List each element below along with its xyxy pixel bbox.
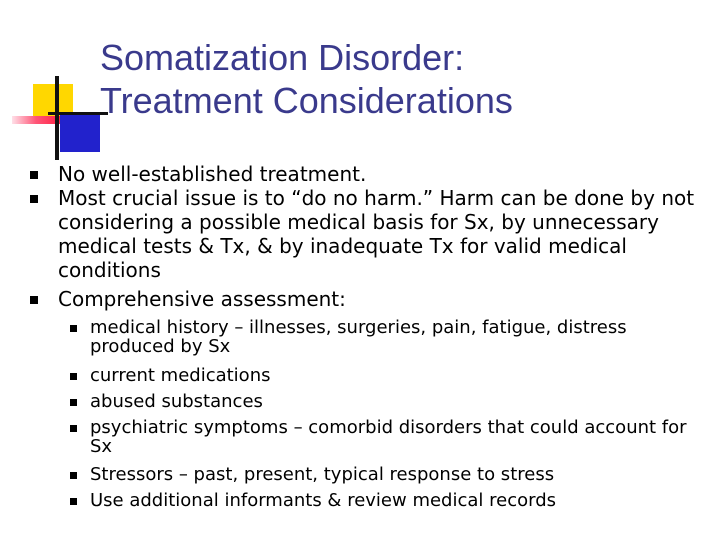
square-bullet-icon bbox=[30, 171, 38, 179]
slide-title-line-2: Treatment Considerations bbox=[100, 80, 513, 121]
slide-title-line-1: Somatization Disorder: bbox=[100, 37, 465, 78]
sub-bullet-text: Stressors – past, present, typical response to stress bbox=[90, 464, 555, 485]
sub-bullet-item bbox=[90, 418, 710, 456]
sub-bullet-text: Use additional informants & review medical records bbox=[90, 490, 557, 511]
sub-bullet-text: psychiatric symptoms – comorbid disorders that could account for Sx bbox=[90, 417, 687, 457]
sub-bullet-item bbox=[90, 392, 710, 411]
sub-bullet-item bbox=[90, 491, 710, 510]
square-bullet-icon bbox=[70, 425, 77, 432]
bullet-item bbox=[58, 287, 708, 311]
square-bullet-icon bbox=[30, 296, 38, 304]
sub-bullet-text: current medications bbox=[90, 365, 271, 386]
sub-bullet-item bbox=[90, 465, 710, 484]
bullet-text: No well-established treatment. bbox=[58, 162, 367, 186]
sub-bullet-item bbox=[90, 366, 710, 385]
bullet-item bbox=[58, 162, 708, 186]
square-bullet-icon bbox=[70, 399, 77, 406]
square-bullet-icon bbox=[30, 195, 38, 203]
square-bullet-icon bbox=[70, 472, 77, 479]
sub-bullet-text: abused substances bbox=[90, 391, 263, 412]
sub-bullet-item bbox=[90, 318, 710, 356]
square-bullet-icon bbox=[70, 498, 77, 505]
square-bullet-icon bbox=[70, 325, 77, 332]
square-bullet-icon bbox=[70, 373, 77, 380]
sub-bullet-text: medical history – illnesses, surgeries, pain, fatigue, distress produced by Sx bbox=[90, 317, 627, 357]
bullet-text: Most crucial issue is to “do no harm.” Harm can be done by not considering a possible medical basis for Sx, by unnecessary medical tests & Tx, & by inadequate Tx for valid medical conditions bbox=[58, 186, 695, 282]
bullet-text: Comprehensive assessment: bbox=[58, 287, 346, 311]
bullet-item bbox=[58, 186, 708, 282]
